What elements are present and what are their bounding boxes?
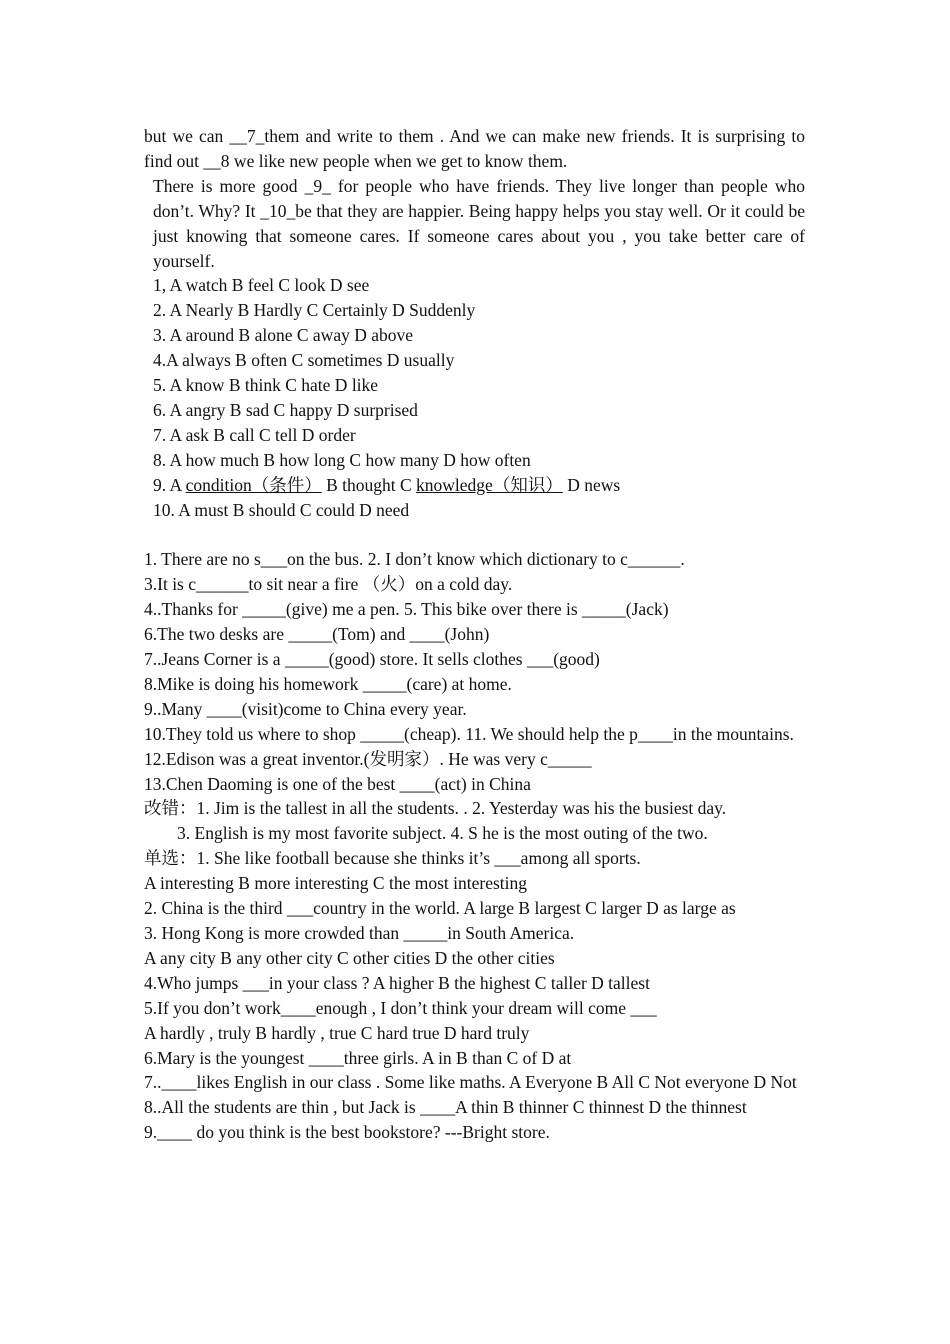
option-line-1: 1, A watch B feel C look D see bbox=[153, 275, 370, 296]
blank-line bbox=[144, 523, 805, 548]
mc-line-4: 3. Hong Kong is more crowded than _____in South America. bbox=[144, 922, 575, 943]
mc-line-10: 7..____likes English in our class . Some like maths. A Everyone B All C Not everyone D Not bbox=[144, 1072, 797, 1093]
mc-line-1: 单选：1. She like football because she thinks it’s ___among all sports. bbox=[144, 848, 641, 869]
option-line-2: 2. A Nearly B Hardly C Certainly D Suddenly bbox=[153, 300, 476, 321]
mc-line-3: 2. China is the third ___country in the world. A large B largest C larger D as large as bbox=[144, 898, 736, 919]
passage-paragraph-1: but we can __7_them and write to them . And we can make new friends. It is surprising to find out __8 we like new people when we get to know them. bbox=[144, 126, 805, 171]
fill-line-4: 6.The two desks are _____(Tom) and ____(John) bbox=[144, 624, 490, 645]
option-line-9 bbox=[144, 473, 805, 498]
fill-line-2: 3.It is c______to sit near a fire （火）on a cold day. bbox=[144, 574, 513, 595]
fill-line-3: 4..Thanks for _____(give) me a pen. 5. This bike over there is _____(Jack) bbox=[144, 599, 669, 620]
option9-prefix: 9. A bbox=[153, 474, 186, 495]
passage-paragraph-2: There is more good _9_ for people who have friends. They live longer than people who don’t. Why? It _10_be that they are happier. Being happy helps you stay well. Or it could be just knowing that someone cares. If someone cares about you , you take better care of yourself. bbox=[153, 175, 805, 271]
option-line-7: 7. A ask B call C tell D order bbox=[153, 424, 356, 445]
correction-line-2: 3. English is my most favorite subject. 4. S he is the most outing of the two. bbox=[177, 823, 708, 844]
fill-line-5: 7..Jeans Corner is a _____(good) store. It sells clothes ___(good) bbox=[144, 649, 600, 670]
mc-line-11: 8..All the students are thin , but Jack is ____A thin B thinner C thinnest D the thinnest bbox=[144, 1097, 747, 1118]
fill-line-7: 9..Many ____(visit)come to China every year. bbox=[144, 698, 467, 719]
fill-line-1: 1. There are no s___on the bus. 2. I don’t know which dictionary to c______. bbox=[144, 549, 685, 570]
document-body bbox=[144, 124, 805, 1145]
mc-line-9: 6.Mary is the youngest ____three girls. A in B than C of D at bbox=[144, 1047, 572, 1068]
mc-line-12: 9.____ do you think is the best bookstore? ---Bright store. bbox=[144, 1122, 550, 1143]
option-line-3: 3. A around B alone C away D above bbox=[153, 325, 414, 346]
option9-underlined-c: knowledge（知识） bbox=[416, 474, 563, 495]
option-line-4: 4.A always B often C sometimes D usually bbox=[153, 350, 455, 371]
option-line-10: 10. A must B should C could D need bbox=[153, 499, 410, 520]
option9-underlined-a: condition（条件） bbox=[185, 474, 322, 495]
option-line-5: 5. A know B think C hate D like bbox=[153, 375, 379, 396]
fill-line-6: 8.Mike is doing his homework _____(care) at home. bbox=[144, 673, 512, 694]
mc-line-6: 4.Who jumps ___in your class ? A higher B the highest C taller D tallest bbox=[144, 972, 650, 993]
option9-middle: B thought C bbox=[321, 474, 417, 495]
option-line-8: 8. A how much B how long C how many D how often bbox=[153, 449, 531, 470]
option-line-6: 6. A angry B sad C happy D surprised bbox=[153, 399, 418, 420]
correction-line-1: 改错：1. Jim is the tallest in all the students. . 2. Yesterday was his the busiest day. bbox=[144, 798, 727, 819]
option9-suffix: D news bbox=[562, 474, 621, 495]
mc-line-7: 5.If you don’t work____enough , I don’t think your dream will come ___ bbox=[144, 997, 657, 1018]
fill-line-9: 12.Edison was a great inventor.(发明家）. He was very c_____ bbox=[144, 748, 592, 769]
mc-line-2: A interesting B more interesting C the most interesting bbox=[144, 873, 528, 894]
fill-line-10: 13.Chen Daoming is one of the best ____(act) in China bbox=[144, 773, 531, 794]
fill-line-8: 10.They told us where to shop _____(cheap). 11. We should help the p____in the mountains. bbox=[144, 723, 794, 744]
mc-line-5: A any city B any other city C other cities D the other cities bbox=[144, 947, 555, 968]
mc-line-8: A hardly , truly B hardly , true C hard true D hard truly bbox=[144, 1022, 530, 1043]
